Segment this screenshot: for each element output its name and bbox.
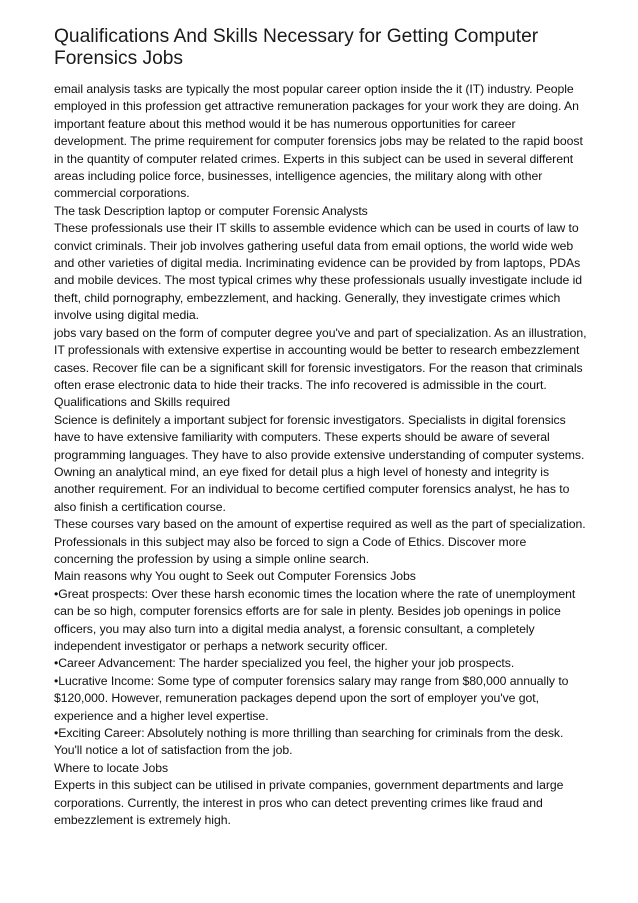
- reason-lucrative-income: •Lucrative Income: Some type of computer forensics salary may range from $80,000 annually to $120,000. However, remuneration packages depend upon the sort of employer you've got, experience and a higher level expertise.: [54, 673, 569, 723]
- reason-great-prospects: •Great prospects: Over these harsh economic times the location where the rate of unemployment can be so high, computer forensics efforts are for sale in plenty. Besides job openings in police officers, you may also turn into a digital media analyst, a forensic consultant, a completely independent investigator or perhaps a network security officer.: [54, 586, 576, 653]
- section-heading-job-description: The task Description laptop or computer Forensic Analysts: [54, 203, 368, 218]
- section-heading-reasons: Main reasons why You ought to Seek out Computer Forensics Jobs: [54, 569, 416, 584]
- section-heading-qualifications: Qualifications and Skills required: [54, 395, 231, 410]
- document-title: Qualifications And Skills Necessary for Getting Computer Forensics Jobs: [54, 26, 539, 69]
- section-heading-where-to-locate: Where to locate Jobs: [54, 760, 169, 775]
- courses-paragraph: These courses vary based on the amount of expertise required as well as the part of specialization. Professionals in this subject may also be forced to sign a Code of Ethics. Discover more concerning the profession by using a simple online search.: [54, 517, 586, 566]
- reason-career-advancement: •Career Advancement: The harder specialized you feel, the higher your job prospects.: [54, 656, 515, 671]
- intro-paragraph: email analysis tasks are typically the most popular career option inside the it (IT) industry. People employed in this profession get attractive remuneration packages for your work they are doing. An important feature about this method would it be has numerous opportunities for career development. The prime requirement for computer forensics jobs may be related to the rapid boost in the quantity of computer related crimes. Experts in this subject can be used in several different areas including police force, businesses, intelligence agencies, the military along with other commercial corporations.: [54, 82, 583, 201]
- job-variation-paragraph: jobs vary based on the form of computer degree you've and part of specialization. As an illustration, IT professionals with extensive expertise in accounting would be better to research embezzlement cases. Recover file can be a significant skill for forensic investigators. For the reason that criminals often erase electronic data to hide their tracks. The info recovered is admissible in the court.: [54, 325, 587, 392]
- reason-exciting-career: •Exciting Career: Absolutely nothing is more thrilling than searching for criminals from the desk. You'll notice a lot of satisfaction from the job.: [54, 726, 564, 758]
- where-to-locate-paragraph: Experts in this subject can be utilised in private companies, government departments and large corporations. Currently, the interest in pros who can detect preventing crimes like fraud and embezzlement is extremely high.: [54, 778, 564, 828]
- document-body: [54, 81, 588, 829]
- qualifications-paragraph: Science is definitely a important subject for forensic investigators. Specialists in digital forensics have to have extensive familiarity with computers. These experts should be aware of several programming languages. They have to also provide extensive understanding of computer systems. Owning an analytical mind, an eye fixed for detail plus a high level of honesty and integrity is another requirement. For an individual to become certified computer forensics analyst, he has to also finish a certification course.: [54, 412, 585, 514]
- job-description-paragraph: These professionals use their IT skills to assemble evidence which can be used in courts of law to convict criminals. Their job involves gathering useful data from email options, the world wide web and other varieties of digital media. Incriminating evidence can be provided by from laptops, PDAs and mobile devices. The most typical crimes why these professionals usually investigate include id theft, child pornography, embezzlement, and hacking. Generally, they investigate crimes which involve using digital media.: [54, 221, 583, 323]
